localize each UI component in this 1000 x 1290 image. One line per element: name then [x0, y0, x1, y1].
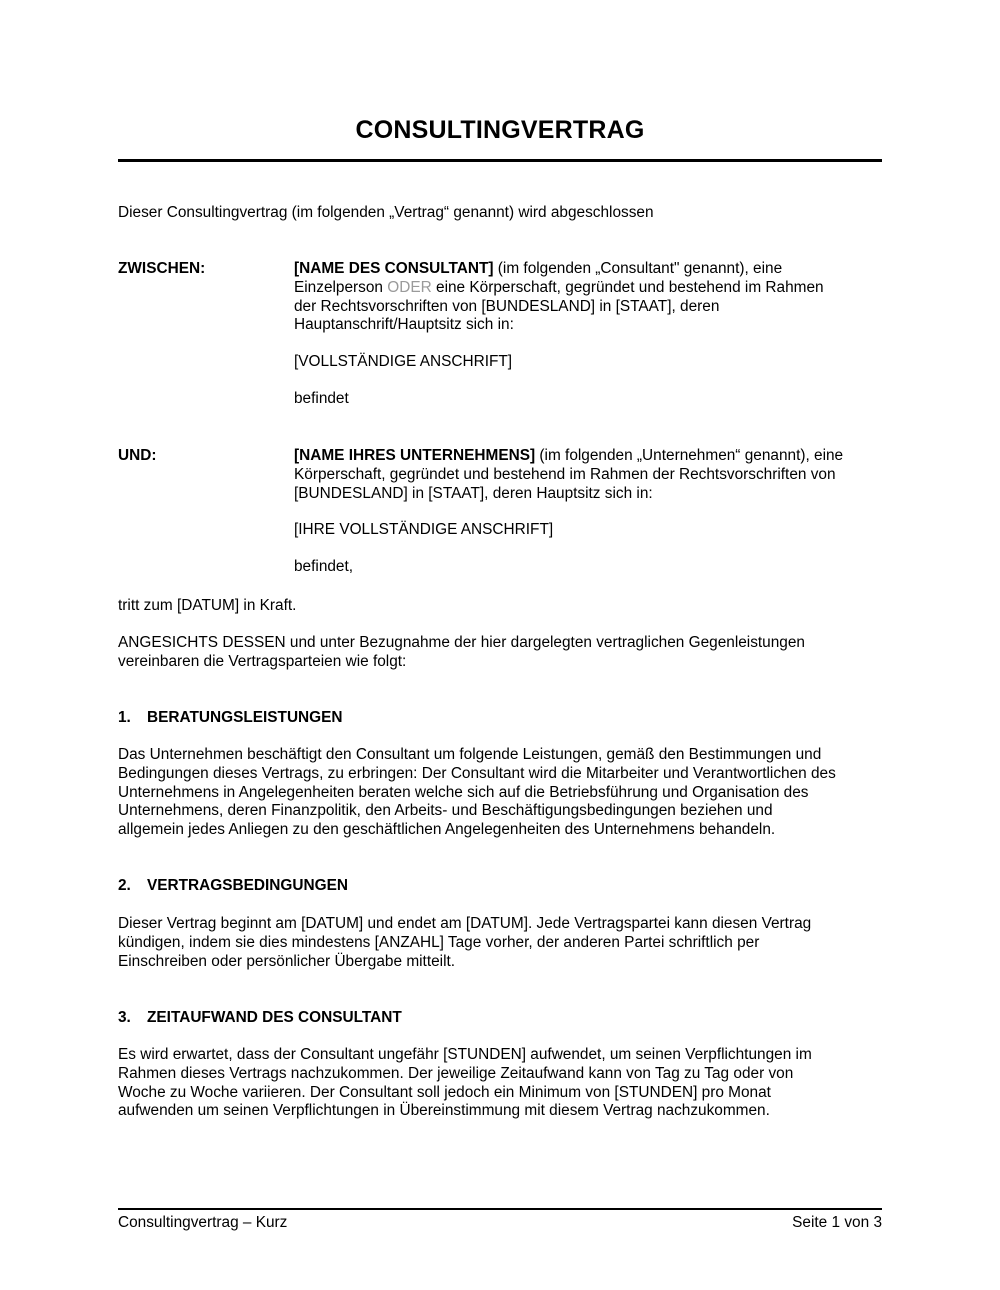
party-company-line-2: Körperschaft, gegründet und bestehend im Rahmen der Rechtsvorschriften von [294, 465, 836, 483]
section-line: allgemein jedes Anliegen zu den geschäftlichen Angelegenheiten des Unternehmens behandeln. [118, 821, 776, 839]
section-number: 2. [118, 877, 131, 894]
party-consultant-line-1-text: (im folgenden „Consultant" genannt), eine [493, 260, 783, 277]
footer-divider [118, 1208, 882, 1210]
whereas-line: vereinbaren die Vertragsparteien wie folgt: [118, 652, 407, 670]
section-title: BERATUNGSLEISTUNGEN [147, 709, 343, 726]
document-title: CONSULTINGVERTRAG [355, 116, 645, 144]
section-heading-2 [118, 877, 348, 896]
footer-page-number: Seite 1 von 3 [792, 1214, 882, 1231]
party-company-line-3: [BUNDESLAND] in [STAAT], deren Hauptsitz sich in: [294, 484, 653, 502]
section-body-2 [118, 915, 882, 971]
party-label-zwischen: ZWISCHEN: [118, 260, 206, 277]
footer-document-name: Consultingvertrag – Kurz [118, 1214, 288, 1231]
section-heading-1 [118, 709, 343, 728]
intro-paragraph: Dieser Consultingvertrag (im folgenden „Vertrag“ genannt) wird abgeschlossen [118, 204, 654, 221]
section-number: 3. [118, 1009, 131, 1026]
section-line: Bedingungen dieses Vertrags, zu erbringen: Der Consultant wird die Mitarbeiter und Verantwortlichen des [118, 764, 836, 782]
section-line: Unternehmens in Angelegenheiten beraten welche sich auf die Betriebsführung und Organisation des [118, 783, 809, 801]
party-consultant-line-3: der Rechtsvorschriften von [BUNDESLAND] in [STAAT], deren [294, 297, 720, 315]
party-consultant-line-2a: Einzelperson [294, 278, 388, 296]
party-label-und: UND: [118, 447, 157, 464]
section-title: VERTRAGSBEDINGUNGEN [147, 877, 348, 894]
section-line: Das Unternehmen beschäftigt den Consultant um folgende Leistungen, gemäß den Bestimmungen und [118, 746, 822, 763]
effective-date-line: tritt zum [DATUM] in Kraft. [118, 597, 297, 614]
section-line: aufwenden um seinen Verpflichtungen in Übereinstimmung mit diesem Vertrag nachzukommen. [118, 1102, 770, 1120]
party-consultant-line-4: Hauptanschrift/Hauptsitz sich in: [294, 316, 514, 334]
party-company-closing: befindet, [294, 558, 354, 576]
section-line: Es wird erwartet, dass der Consultant ungefähr [STUNDEN] aufwendet, um seinen Verpflichtungen im [118, 1046, 812, 1063]
section-line: Rahmen dieses Vertrags nachzukommen. Der jeweilige Zeitaufwand kann von Tag zu Tag oder von [118, 1064, 794, 1082]
section-line: Einschreiben oder persönlicher Übergabe mitteilt. [118, 952, 456, 970]
party-company-line-1-text: (im folgenden „Unternehmen“ genannt), eine [535, 447, 844, 464]
party-company-body [294, 447, 884, 577]
party-consultant-line-2b: eine Körperschaft, gegründet und bestehend im Rahmen [431, 278, 824, 296]
oder-marker: ODER [387, 278, 432, 296]
section-line: Woche zu Woche variieren. Der Consultant soll jedoch ein Minimum von [STUNDEN] pro Monat [118, 1083, 771, 1101]
section-line: Unternehmens, deren Finanzpolitik, den Arbeits- und Beschäftigungsbedingungen beziehen und [118, 802, 773, 820]
party-consultant-closing: befindet [294, 389, 349, 407]
whereas-line: ANGESICHTS DESSEN und unter Bezugnahme der hier dargelegten vertraglichen Gegenleistungen [118, 634, 805, 651]
consultant-name-placeholder: [NAME DES CONSULTANT] [294, 260, 494, 277]
consultant-address-placeholder: [VOLLSTÄNDIGE ANSCHRIFT] [294, 353, 513, 371]
section-line: kündigen, indem sie dies mindestens [ANZAHL] Tage vorher, der anderen Partei schriftlich per [118, 933, 760, 951]
section-body-3 [118, 1046, 882, 1121]
title-divider [118, 159, 882, 162]
party-consultant-line-1 [294, 260, 884, 279]
party-consultant-line-2 [294, 279, 884, 298]
section-line: Dieser Vertrag beginnt am [DATUM] und endet am [DATUM]. Jede Vertragspartei kann diesen Vertrag [118, 915, 812, 932]
section-number: 1. [118, 709, 131, 726]
whereas-paragraph [118, 634, 882, 672]
company-address-placeholder: [IHRE VOLLSTÄNDIGE ANSCHRIFT] [294, 521, 554, 539]
company-name-placeholder: [NAME IHRES UNTERNEHMENS] [294, 447, 536, 464]
party-company-line-1 [294, 447, 884, 466]
section-heading-3 [118, 1009, 402, 1028]
section-title: ZEITAUFWAND DES CONSULTANT [147, 1009, 402, 1026]
section-body-1 [118, 746, 882, 840]
party-consultant-body [294, 260, 884, 409]
